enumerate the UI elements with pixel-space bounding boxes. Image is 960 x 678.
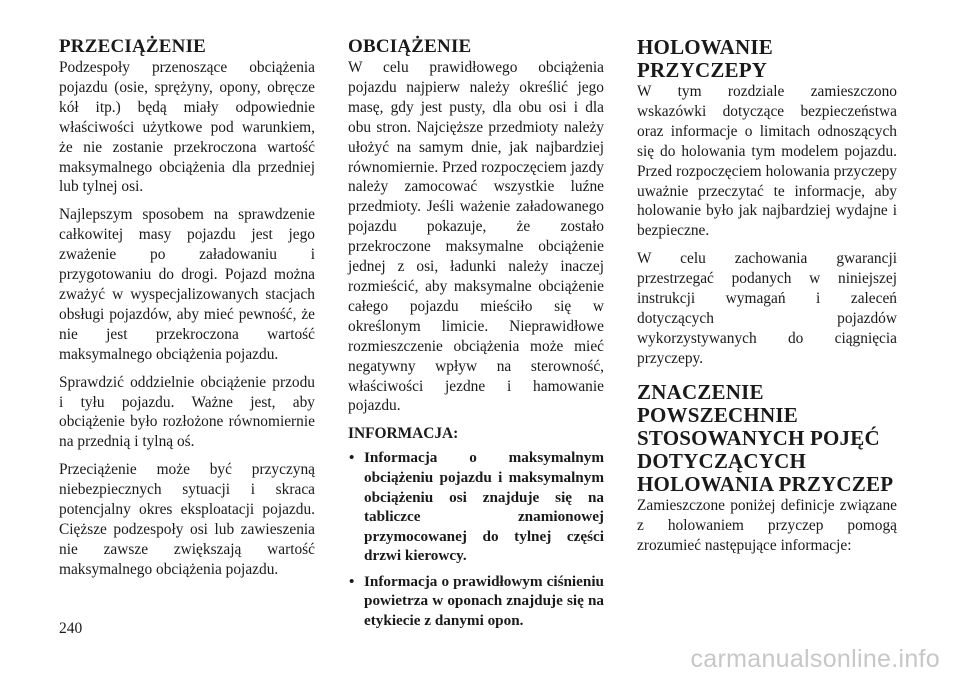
paragraph: Przeciążenie może być przyczyną niebezpiecznych sytuacji i skraca potencjalny okres eksploatacji pojazdu. Cięższe podzespoły osi lub zawieszenia nie zawsze zwiększają wartość maksymalnego obciążenia pojazdu. (59, 461, 315, 578)
paragraph: W celu prawidłowego obciążenia pojazdu najpierw należy określić jego masę, gdy jest pusty, dla obu osi i dla obu stron. Najcięższe przedmioty należy ułożyć na samym dnie, jak najbardziej równomiernie. Przed rozpoczęciem jazdy należy zamocować wszystkie luźne przedmioty. Jeśli ważenie załadowanego pojazdu pokazuje, że zostało przekroczone maksymalne obciążenie jednej z osi, ładunki należy inaczej rozmieścić, aby maksymalne obciążenie całego pojazdu mieściło się w określonym limicie. Nieprawidłowe rozmieszczenie obciążenia może mieć negatywny wpływ na sterowność, właściwości jezdne i hamowanie pojazdu. (348, 59, 604, 415)
watermark: carmanualsonline.info (690, 645, 940, 673)
heading-overload: PRZECIĄŻENIE (59, 36, 207, 57)
bullet-icon: • (349, 449, 355, 467)
paragraph: W tym rozdziale zamieszczono wskazówki dotyczące bezpieczeństwa oraz informacje o limitach odnoszących się do holowania tym modelem pojazdu. Przed rozpoczęciem holowania przyczepy uważnie przeczytać te informacje, aby holowanie było jak najbardziej wydajne i bezpieczne. (637, 83, 897, 240)
column-trailer-towing (637, 36, 897, 563)
list-item (348, 572, 604, 631)
heading-loading: OBCIĄŻENIE (348, 36, 472, 57)
paragraph: Podzespoły przenoszące obciążenia pojazdu (osie, sprężyny, opony, obręcze kół itp.) będą miały odpowiednie właściwości użytkowe pod warunkiem, że nie zostanie przekroczona wartość maksymalnego obciążenia dla przedniej lub tylnej osi. (59, 59, 315, 196)
column-loading (348, 36, 604, 637)
heading-towing-terms: ZNACZENIE POWSZECHNIE STOSOWANYCH POJĘĆ DOTYCZĄCYCH HOLOWANIA PRZYCZEP (637, 379, 894, 496)
paragraph: Sprawdzić oddzielnie obciążenie przodu i tyłu pojazdu. Ważne jest, aby obciążenie było rozłożone równomiernie na przednią i tylną oś. (59, 373, 315, 451)
heading-trailer-towing: HOLOWANIE PRZYCZEPY (637, 35, 773, 82)
paragraph: W celu zachowania gwarancji przestrzegać podanych w niniejszej instrukcji wymagań i zaleceń dotyczących pojazdów wykorzystywanych do ciągnięcia przyczepy. (637, 250, 897, 367)
list-item (348, 448, 604, 566)
bullet-icon: • (349, 572, 355, 590)
list-item-text: Informacja o maksymalnym obciążeniu pojazdu i maksymalnym obciążeniu osi znajduje się na tabliczce znamionowej przymocowanej do tylnej części drzwi kierowcy. (364, 449, 604, 565)
paragraph: Najlepszym sposobem na sprawdzenie całkowitej masy pojazdu jest jego zważenie po załadowaniu i przygotowaniu do drogi. Pojazd można zważyć w wyspecjalizowanych stacjach obsługi pojazdów, aby mieć pewność, że nie jest przekroczona wartość maksymalnego obciążenia pojazdu. (59, 206, 315, 363)
column-overload (59, 36, 315, 588)
info-list (348, 448, 604, 630)
page-number: 240 (59, 620, 83, 637)
info-label: INFORMACJA: (348, 425, 459, 443)
paragraph: Zamieszczone poniżej definicje związane z holowaniem przyczep pomogą zrozumieć następujące informacje: (637, 496, 897, 554)
list-item-text: Informacja o prawidłowym ciśnieniu powietrza w oponach znajduje się na etykiecie z danymi opon. (364, 572, 604, 630)
